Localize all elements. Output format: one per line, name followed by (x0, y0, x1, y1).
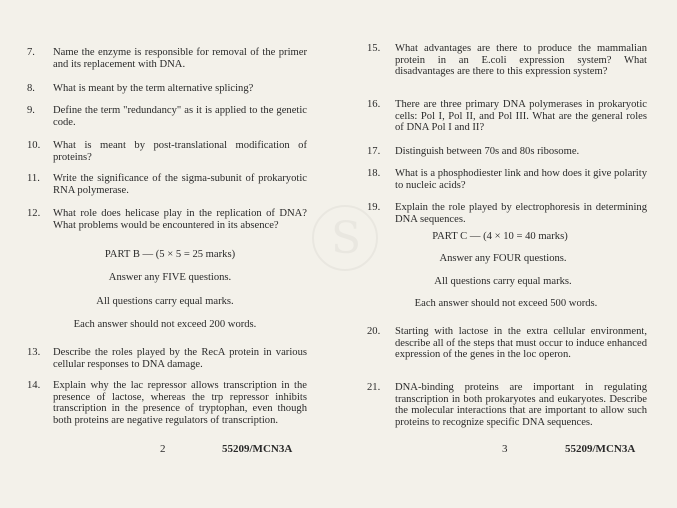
question-number: 16. (367, 99, 381, 110)
question-number: 13. (27, 347, 41, 358)
question-text: What is a phosphodiester link and how does it give polarity to nucleic acids? (395, 168, 647, 191)
question-text: Name the enzyme is responsible for removal of the primer and its replacement with DNA. (53, 47, 307, 70)
question-text: There are three primary DNA polymerases in prokaryotic cells: Pol I, Pol II, and Pol III. What are the general roles of DNA Pol I and II? (395, 99, 647, 133)
question-number: 7. (27, 47, 35, 58)
question-number: 19. (367, 202, 381, 213)
question-number: 15. (367, 43, 381, 54)
paper-code: 55209/MCN3A (565, 443, 636, 455)
question-number: 21. (367, 382, 381, 393)
question-text: Explain the role played by electrophoresis in determining DNA sequences. (395, 202, 647, 225)
question-text: Define the term "redundancy" as it is applied to the genetic code. (53, 105, 307, 128)
question-number: 14. (27, 380, 41, 391)
question-text: Starting with lactose in the extra cellular environment, describe all of the steps that must occur to induce enhanced expression of the genes in the loc operon. (395, 326, 647, 360)
instruction-line: Answer any FIVE questions. (108, 272, 232, 283)
instruction-line: All questions carry equal marks. (96, 296, 234, 307)
question-text: Describe the roles played by the RecA protein in various cellular responses to DNA damage. (53, 347, 307, 370)
part-heading: PART B — (5 × 5 = 25 marks) (104, 249, 236, 260)
question-text: Explain why the lac repressor allows transcription in the presence of lactose, whereas the trp repressor inhibits transcription in the presence of tryptophan, even though both proteins are negative regulators of transcription. (53, 380, 307, 426)
question-number: 12. (27, 208, 41, 219)
question-text: Distinguish between 70s and 80s ribosome. (395, 146, 580, 157)
question-number: 9. (27, 105, 35, 116)
paper-code: 55209/MCN3A (222, 443, 293, 455)
question-text: DNA-binding proteins are important in regulating transcription in both prokaryotes and eukaryotes. Describe the molecular interactions that are important to allow such proteins to recognize specific DNA sequences. (395, 382, 647, 428)
question-number: 20. (367, 326, 381, 337)
page-number: 3 (502, 443, 508, 455)
question-text: What is meant by post-translational modification of proteins? (53, 140, 307, 163)
instruction-line: Each answer should not exceed 200 words. (73, 319, 257, 330)
question-number: 18. (367, 168, 381, 179)
instruction-line: All questions carry equal marks. (434, 276, 572, 287)
page-number: 2 (160, 443, 166, 455)
question-text: What advantages are there to produce the mammalian protein in an E.coli expression system? What disadvantages are there to this expression system? (395, 43, 647, 77)
question-text: What role does helicase play in the replication of DNA? What problems would be encountered in its absence? (53, 208, 307, 231)
question-number: 11. (27, 173, 40, 184)
part-heading: PART C — (4 × 10 = 40 marks) (432, 231, 568, 242)
question-text: Write the significance of the sigma-subunit of prokaryotic RNA polymerase. (53, 173, 307, 196)
question-number: 10. (27, 140, 41, 151)
instruction-line: Each answer should not exceed 500 words. (414, 298, 598, 309)
question-text: What is meant by the term alternative splicing? (53, 83, 254, 94)
question-number: 17. (367, 146, 381, 157)
question-number: 8. (27, 83, 35, 94)
instruction-line: Answer any FOUR questions. (439, 253, 567, 264)
